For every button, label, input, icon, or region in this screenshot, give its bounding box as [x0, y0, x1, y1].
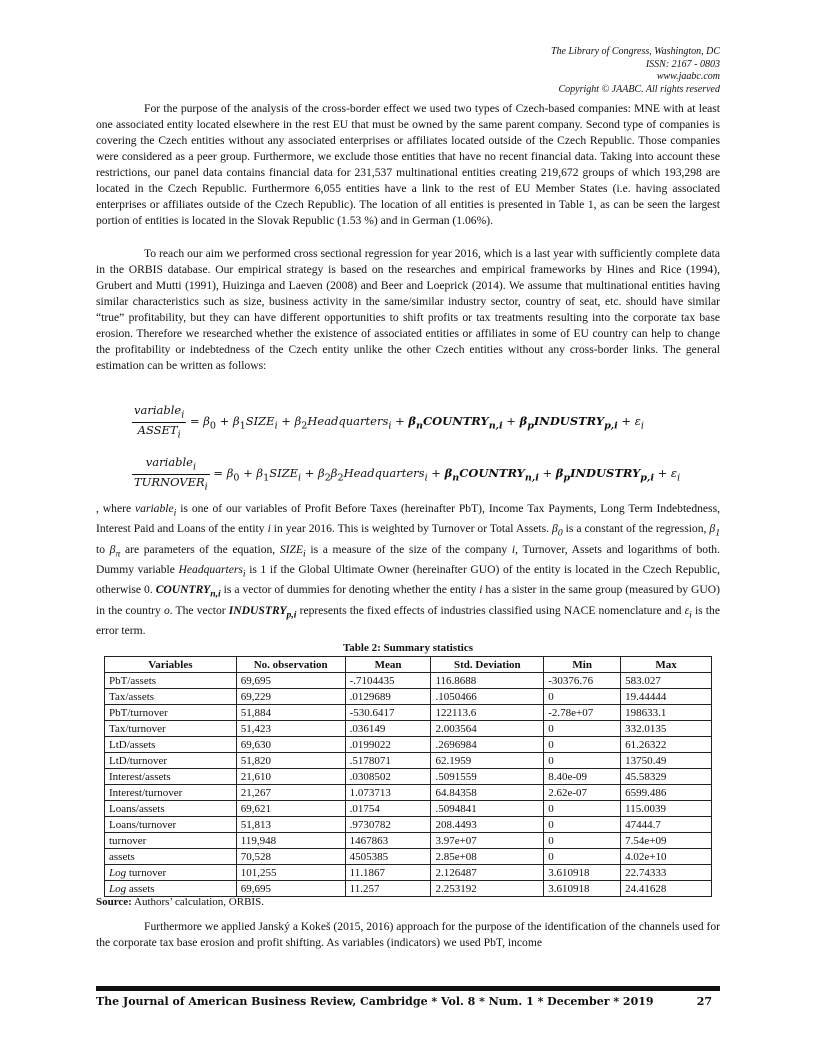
- table-row: [105, 673, 712, 689]
- table-cell: .2696984: [431, 737, 544, 753]
- table-row: [105, 753, 712, 769]
- table-cell: turnover: [105, 833, 237, 849]
- table-cell: 13750.49: [621, 753, 712, 769]
- table-cell: 198633.1: [621, 705, 712, 721]
- table-cell: Loans/turnover: [105, 817, 237, 833]
- table-cell: 69,621: [236, 801, 345, 817]
- table-row: [105, 689, 712, 705]
- table-cell: 583.027: [621, 673, 712, 689]
- summary-statistics-table: [104, 656, 712, 897]
- table-body: [105, 673, 712, 897]
- table-cell: 11.1867: [345, 865, 431, 881]
- table-cell: 47444.7: [621, 817, 712, 833]
- table-row: [105, 833, 712, 849]
- table-cell: 0: [544, 721, 621, 737]
- table-cell: Loans/assets: [105, 801, 237, 817]
- table-cell: -30376.76: [544, 673, 621, 689]
- table-cell: .9730782: [345, 817, 431, 833]
- table-cell: 0: [544, 817, 621, 833]
- table-cell: .0308502: [345, 769, 431, 785]
- table-cell: 1.073713: [345, 785, 431, 801]
- table-header-row: [105, 657, 712, 673]
- table-cell: Interest/assets: [105, 769, 237, 785]
- header-line-4: Copyright © JAABC. All rights reserved: [558, 83, 720, 95]
- table-row: [105, 737, 712, 753]
- header-std-deviation: Std. Deviation: [431, 657, 544, 673]
- paragraph-1-container: [96, 101, 720, 229]
- table-cell: LtD/turnover: [105, 753, 237, 769]
- table-cell: 24.41628: [621, 881, 712, 897]
- table-cell: 4505385: [345, 849, 431, 865]
- table-source: Source: Authors’ calculation, ORBIS.: [96, 896, 264, 908]
- table-cell: 70,528: [236, 849, 345, 865]
- table-cell: 0: [544, 801, 621, 817]
- header-max: Max: [621, 657, 712, 673]
- table-cell: Tax/turnover: [105, 721, 237, 737]
- table-cell: 2.003564: [431, 721, 544, 737]
- table-cell: 2.85e+08: [431, 849, 544, 865]
- table-cell: 2.62e-07: [544, 785, 621, 801]
- table-row: [105, 817, 712, 833]
- table-cell: 11.257: [345, 881, 431, 897]
- table-cell: .5094841: [431, 801, 544, 817]
- paragraph-1: For the purpose of the analysis of the cross-border effect we used two types of Czech-based companies: MNE with at least one associated entity located elsewhere in the rest EU that must be owned by the same parent company. Second type of companies is covering the Czech entities without any associated enterprises or affiliates located outside of the Czech Republic. Those companies were considered as a peer group. Furthermore, we exclude those entities that have no recent financial data. Taking into account these restrictions, our panel data contains financial data for 231,537 multinational entities creating 219,672 groups of which 193,298 are located in the Czech Republic. Furthermore 6,055 entities have a link to the rest of EU Member States (i.e. having associated enterprises or affiliates outside of the Czech Republic). The location of all entities is presented in Table 1, as can be seen the largest portion of entities is located in the Slovak Republic (1.53 %) and in German (1.06%).: [96, 102, 720, 227]
- header-variables: Variables: [105, 657, 237, 673]
- table-cell: 51,813: [236, 817, 345, 833]
- paragraph-2: To reach our aim we performed cross sectional regression for year 2016, which is a last year with sufficiently complete data in the ORBIS database. Our empirical strategy is based on the researches and empirical frameworks by Hines and Rice (1994), Grubert and Mutti (1991), Huizinga and Laeven (2008) and Beer and Loeprick (2014). We assume that multinational entities having similar characteristics such as size, business activity in the same/similar industry sector, country of seat, etc. should have similar “true” profitability, but they can have different opportunities to shift profits or tax treatments resulting into the corporate tax base erosion. Therefore we researched whether the existence of associated entities or affiliates in some of EU country can help to change the profitability or indebtedness of the Czech entity unlike the other Czech entities without any cross-border links. The general estimation can be written as follows:: [96, 247, 720, 372]
- table-cell: .01754: [345, 801, 431, 817]
- header-line-3: www.jaabc.com: [656, 71, 720, 82]
- table-cell: 69,695: [236, 881, 345, 897]
- table-row: [105, 881, 712, 897]
- paragraph-2-container: [96, 246, 720, 374]
- table-cell: 62.1959: [431, 753, 544, 769]
- table-cell: Interest/turnover: [105, 785, 237, 801]
- paragraph-3: , where variable$_i$ is one of our variables of Profit Before Taxes (hereinafter PbT), Income Tax Payments, Long Term Indebtedness, Interest Paid and Loans of the entity i in year 2016. This is weighted by Turnover or Total Assets. $\beta_0$ is a constant of the regression, $\beta_1$ to $\beta_\pi$ are parameters of the equation, $SIZE_i$ is a measure of the size of the company i, Turnover, Assets and logarithms of both. Dummy variable Headquarters$_i$ is 1 if the Global Ultimate Owner (hereinafter GUO) of the entity is located in the Czech Republic, otherwise 0. $COUNTRY_{n,i}$ is a vector of dummies for denoting whether the entity i has a sister in the same group (measured by GUO) in the country o. The vector $INDUSTRY_{p,i}$ represents the fixed effects of industries classified using NACE nomenclature and $\varepsilon_i$ is the error term.: [96, 502, 721, 637]
- table-cell: 51,884: [236, 705, 345, 721]
- table-cell: 21,267: [236, 785, 345, 801]
- table-cell: assets: [105, 849, 237, 865]
- table-row: [105, 721, 712, 737]
- paragraph-4-container: [96, 919, 720, 951]
- table-cell: .1050466: [431, 689, 544, 705]
- table-cell: -530.6417: [345, 705, 431, 721]
- table-cell: 4.02e+10: [621, 849, 712, 865]
- table-cell: PbT/assets: [105, 673, 237, 689]
- header-line-1: The Library of Congress, Washington, DC: [550, 46, 720, 57]
- table-cell: -.7104435: [345, 673, 431, 689]
- table-cell: 51,423: [236, 721, 345, 737]
- table-cell: 101,255: [236, 865, 345, 881]
- table-cell: 69,229: [236, 689, 345, 705]
- table-cell: 1467863: [345, 833, 431, 849]
- table-cell: -2.78e+07: [544, 705, 621, 721]
- header-min: Min: [544, 657, 621, 673]
- table-cell: 51,820: [236, 753, 345, 769]
- table-cell: 0: [544, 737, 621, 753]
- table-cell: 69,695: [236, 673, 345, 689]
- table-cell: 19.44444: [621, 689, 712, 705]
- page-number: 27: [696, 995, 712, 1008]
- table-cell: 3.97e+07: [431, 833, 544, 849]
- table-cell: 115.0039: [621, 801, 712, 817]
- table-cell: 2.126487: [431, 865, 544, 881]
- table-cell: 69,630: [236, 737, 345, 753]
- table-cell: LtD/assets: [105, 737, 237, 753]
- table-cell: 2.253192: [431, 881, 544, 897]
- table-cell: 122113.6: [431, 705, 544, 721]
- header-mean: Mean: [345, 657, 431, 673]
- table-cell: 61.26322: [621, 737, 712, 753]
- header-no-observation: No. observation: [236, 657, 345, 673]
- table-cell: .5178071: [345, 753, 431, 769]
- table-cell: 6599.486: [621, 785, 712, 801]
- table-cell: 7.54e+09: [621, 833, 712, 849]
- table-cell: .0129689: [345, 689, 431, 705]
- table-row: [105, 849, 712, 865]
- footer-rule: [96, 986, 720, 991]
- equation-2: $\frac{variable_i}{TURNOVER_i}$ = $\beta_0$ + $\beta_1SIZE_i$ + $\beta_2\beta_2Headquarters_i$ + $\beta_nCOUNTRY_{n,i}$ + $\beta_pINDUSTRY_{p,i} + \varepsilon_i$: [134, 455, 681, 493]
- table-row: [105, 705, 712, 721]
- table-cell: 0: [544, 689, 621, 705]
- footer: [96, 995, 720, 1008]
- table-cell: 3.610918: [544, 865, 621, 881]
- table-cell: 8.40e-09: [544, 769, 621, 785]
- table-cell: 22.74333: [621, 865, 712, 881]
- table-cell: 45.58329: [621, 769, 712, 785]
- table-cell: 116.8688: [431, 673, 544, 689]
- table-cell: 21,610: [236, 769, 345, 785]
- table-cell: .5091559: [431, 769, 544, 785]
- table-cell: 0: [544, 753, 621, 769]
- table-cell: Tax/assets: [105, 689, 237, 705]
- table-row: [105, 769, 712, 785]
- table-row: [105, 801, 712, 817]
- table-row: [105, 785, 712, 801]
- table-title: Table 2: Summary statistics: [342, 642, 474, 654]
- table-cell: 332.0135: [621, 721, 712, 737]
- table-cell: Log turnover: [105, 865, 237, 881]
- journal-header: [551, 46, 720, 96]
- paragraph-4: Furthermore we applied Janský a Kokeš (2015, 2016) approach for the purpose of the identification of the channels used for the corporate tax base erosion and profit shifting. As variables (indicators) we used PbT, income: [96, 920, 720, 949]
- table-cell: Log assets: [105, 881, 237, 897]
- table-cell: .036149: [345, 721, 431, 737]
- footer-journal: The Journal of American Business Review, Cambridge * Vol. 8 * Num. 1 * December * 2019: [96, 995, 654, 1008]
- equation-1: $\frac{variable_i}{ASSET_i}$ = $\beta_0$ + $\beta_1SIZE_i$ + $\beta_2Headquarters_i$ + $\beta_nCOUNTRY_{n,i}$ + $\beta_pINDUSTRY_{p,i} + \varepsilon_i$: [134, 403, 644, 441]
- paragraph-3-container: [96, 501, 720, 639]
- table-row: [105, 865, 712, 881]
- table-cell: 3.610918: [544, 881, 621, 897]
- table-cell: 64.84358: [431, 785, 544, 801]
- table-cell: 208.4493: [431, 817, 544, 833]
- table-cell: 0: [544, 833, 621, 849]
- table-cell: 0: [544, 849, 621, 865]
- table-cell: PbT/turnover: [105, 705, 237, 721]
- table-cell: .0199022: [345, 737, 431, 753]
- table-cell: 119,948: [236, 833, 345, 849]
- header-line-2: ISSN: 2167 - 0803: [645, 58, 720, 70]
